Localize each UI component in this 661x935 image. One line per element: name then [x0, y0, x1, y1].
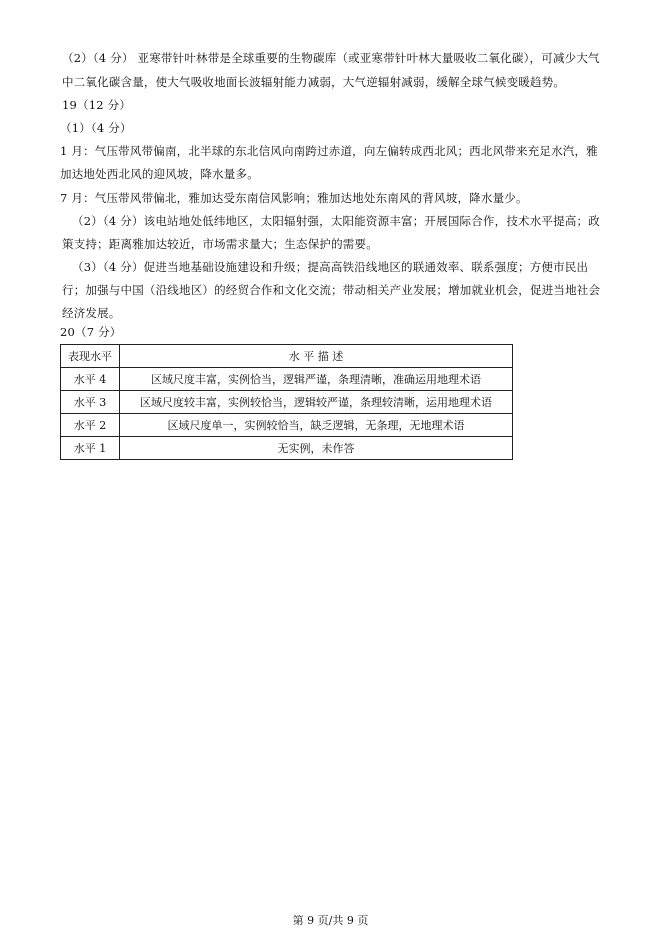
- table-header-row: [61, 345, 513, 368]
- table-row: [61, 391, 513, 414]
- text-line: （2）（4 分）该电站地处低纬地区，太阳辐射强，太阳能资源丰富；开展国际合作，技术水平提高；政: [72, 214, 600, 228]
- table-row: [61, 414, 513, 437]
- text-line: （3）（4 分）促进当地基础设施建设和升级；提高高铁沿线地区的联通效率、联系强度；方便市民出: [72, 260, 589, 274]
- description-cell: 区域尺度较丰富，实例较恰当，逻辑较严谨，条理较清晰，运用地理术语: [120, 391, 513, 414]
- question-heading: 19（12 分）: [62, 98, 132, 112]
- table-row: [61, 368, 513, 391]
- level-cell: 水平 2: [61, 414, 120, 437]
- description-cell: 区域尺度单一，实例较恰当，缺乏逻辑，无条理，无地理术语: [120, 414, 513, 437]
- text-line: 经济发展。: [62, 306, 121, 320]
- table-header-level: 表现水平: [61, 345, 120, 368]
- text-line: 策支持；距离雅加达较近，市场需求量大；生态保护的需要。: [62, 237, 378, 251]
- level-cell: 水平 4: [61, 368, 120, 391]
- page-number: 第 9 页/共 9 页: [292, 914, 369, 927]
- level-cell: 水平 1: [61, 437, 120, 460]
- table-row: [61, 437, 513, 460]
- text-line: （2）（4 分） 亚寒带针叶林带是全球重要的生物碳库（或亚寒带针叶林大量吸收二氧化碳），可减少大气: [62, 51, 600, 65]
- text-line: 加达地处西北风的迎风坡，降水量多。: [60, 167, 259, 181]
- subquestion-heading: （1）（4 分）: [60, 121, 132, 135]
- description-cell: 区域尺度丰富，实例恰当，逻辑严谨，条理清晰，准确运用地理术语: [120, 368, 513, 391]
- text-line: 7 月：气压带风带偏北，雅加达受东南信风影响；雅加达地处东南风的背风坡，降水量少。: [60, 191, 528, 205]
- description-cell: 无实例，未作答: [120, 437, 513, 460]
- table-header-description: 水 平 描 述: [120, 345, 513, 368]
- scoring-table: [60, 344, 513, 460]
- text-line: 中二氧化碳含量，使大气吸收地面长波辐射能力减弱，大气逆辐射减弱，缓解全球气候变暖趋势。: [62, 75, 566, 89]
- text-line: 1 月：气压带风带偏南，北半球的东北信风向南跨过赤道，向左偏转成西北风；西北风带来充足水汽，雅: [60, 144, 598, 158]
- question-heading: 20（7 分）: [60, 325, 122, 339]
- text-line: 行；加强与中国（沿线地区）的经贸合作和文化交流；带动相关产业发展；增加就业机会，促进当地社会: [62, 283, 601, 297]
- level-cell: 水平 3: [61, 391, 120, 414]
